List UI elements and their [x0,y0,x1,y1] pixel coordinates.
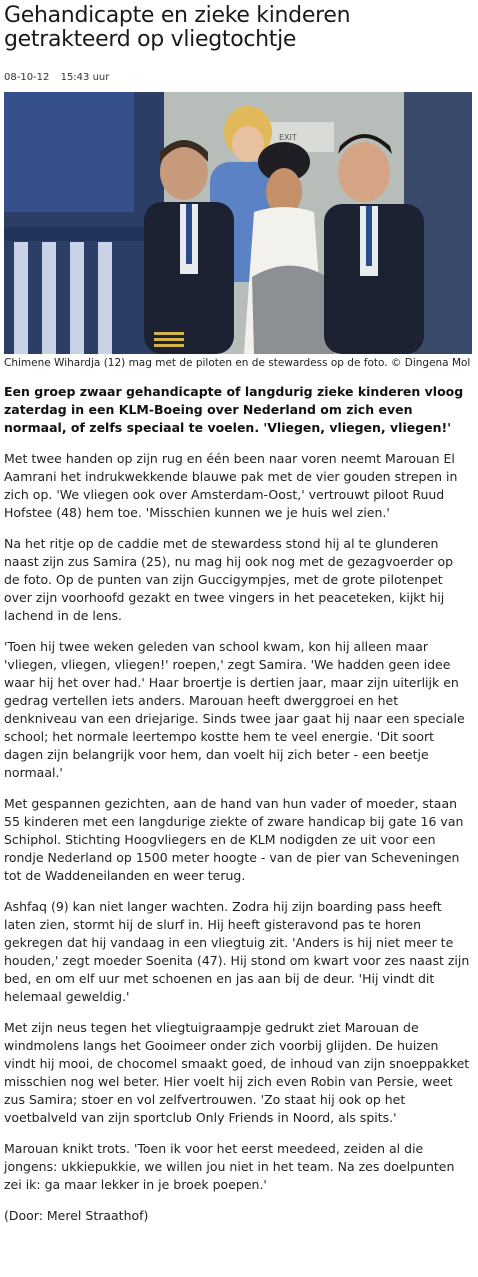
article-byline: (Door: Merel Straathof) [4,1208,149,1223]
paragraph-1: Met twee handen op zijn rug en één been naar voren neemt Marouan El Aamrani het indrukwekkende blauwe pak met de vier gouden strepen in zich op. 'We vliegen ook over Amsterdam-Oost,' vertrouwt piloot Ruud Hofstee (48) hem toe. 'Misschien kunnen we je huis wel zien.' [4,451,458,520]
photo-illustration [4,92,472,354]
article-meta [4,72,472,86]
article-lead: Een groep zwaar gehandicapte of langdurig zieke kinderen vloog zaterdag in een KLM-Boeing over Nederland om zich even normaal, of zelfs speciaal te voelen. 'Vliegen, vliegen, vliegen!' [4,384,464,435]
paragraph-3: 'Toen hij twee weken geleden van school kwam, kon hij alleen maar 'vliegen, vliegen, vliegen!' roepen,' zegt Samira. 'We hadden geen idee waar hij het over had.' Haar broertje is dertien jaar, maar zijn uiterlijk en gedrag vertellen iets anders. Marouan heeft dwerggroei en het denkniveau van een driejarige. Sinds twee jaar gaat hij naar een speciale school; het normale leertempo kostte hem te veel energie. 'Dit soort dagen zijn belangrijk voor hem, dan voelt hij zich beter - een beetje normaal.' [4,639,465,780]
article-title: Gehandicapte en zieke kinderen getrakteerd op vliegtochtje [4,3,351,52]
article-time: 15:43 uur [60,72,110,83]
article-date: 08-10-12 [4,72,50,83]
paragraph-7: Marouan knikt trots. 'Toen ik voor het eerst meedeed, zeiden al die jongens: ukkiepukkie, we willen jou niet in het team. Na zes doelpunten zei ik: ga maar lekker in je broek poepen.' [4,1141,455,1192]
article [4,0,472,1225]
paragraph-5: Ashfaq (9) kan niet langer wachten. Zodra hij zijn boarding pass heeft laten zien, stormt hij de slurf in. Hij heeft gisteravond pas te horen gekregen dat hij vandaag in een vliegtuig zit. 'Anders is hij niet meer te houden,' zegt moeder Soenita (47). Hij stond om kwart voor zes naast zijn bed, en om elf uur met schoenen en jas aan bij de deur. 'Hij vindt dit helemaal geweldig.' [4,899,470,1004]
photo-caption: Chimene Wihardja (12) mag met de piloten en de stewardess op de foto. © Dingena Mol [4,357,471,369]
paragraph-2: Na het ritje op de caddie met de stewardess stond hij al te glunderen naast zijn zus Samira (25), nu mag hij ook nog met de gezagvoerder op de foto. Op de punten van zijn Guccigympjes, met de grote pilotenpet over zijn voorhoofd gezakt en twee vingers in het peaceteken, kijkt hij lachend in de lens. [4,536,454,623]
article-photo [4,92,472,354]
exit-sign: EXIT [279,133,297,142]
paragraph-4: Met gespannen gezichten, aan de hand van hun vader of moeder, staan 55 kinderen met een langdurige ziekte of zware handicap bij gate 16 van Schiphol. Stichting Hoogvliegers en de KLM nodigden ze uit voor een rondje Nederland op 1500 meter hoogte - van de pier van Scheveningen tot de Waddeneilanden en weer terug. [4,796,464,883]
paragraph-6: Met zijn neus tegen het vliegtuigraampje gedrukt ziet Marouan de windmolens langs het Gooimeer onder zich voorbij glijden. De huizen vindt hij mooi, de chocomel smaakt goed, de inhoud van zijn snoeppakket misschien nog wel beter. Hier voelt hij zich even Robin van Persie, weet zus Samira; stoer en vol zelfvertrouwen. 'Zo staat hij ook op het voetbalveld van zijn sportclub Only Friends in Noord, als spits.' [4,1020,470,1125]
